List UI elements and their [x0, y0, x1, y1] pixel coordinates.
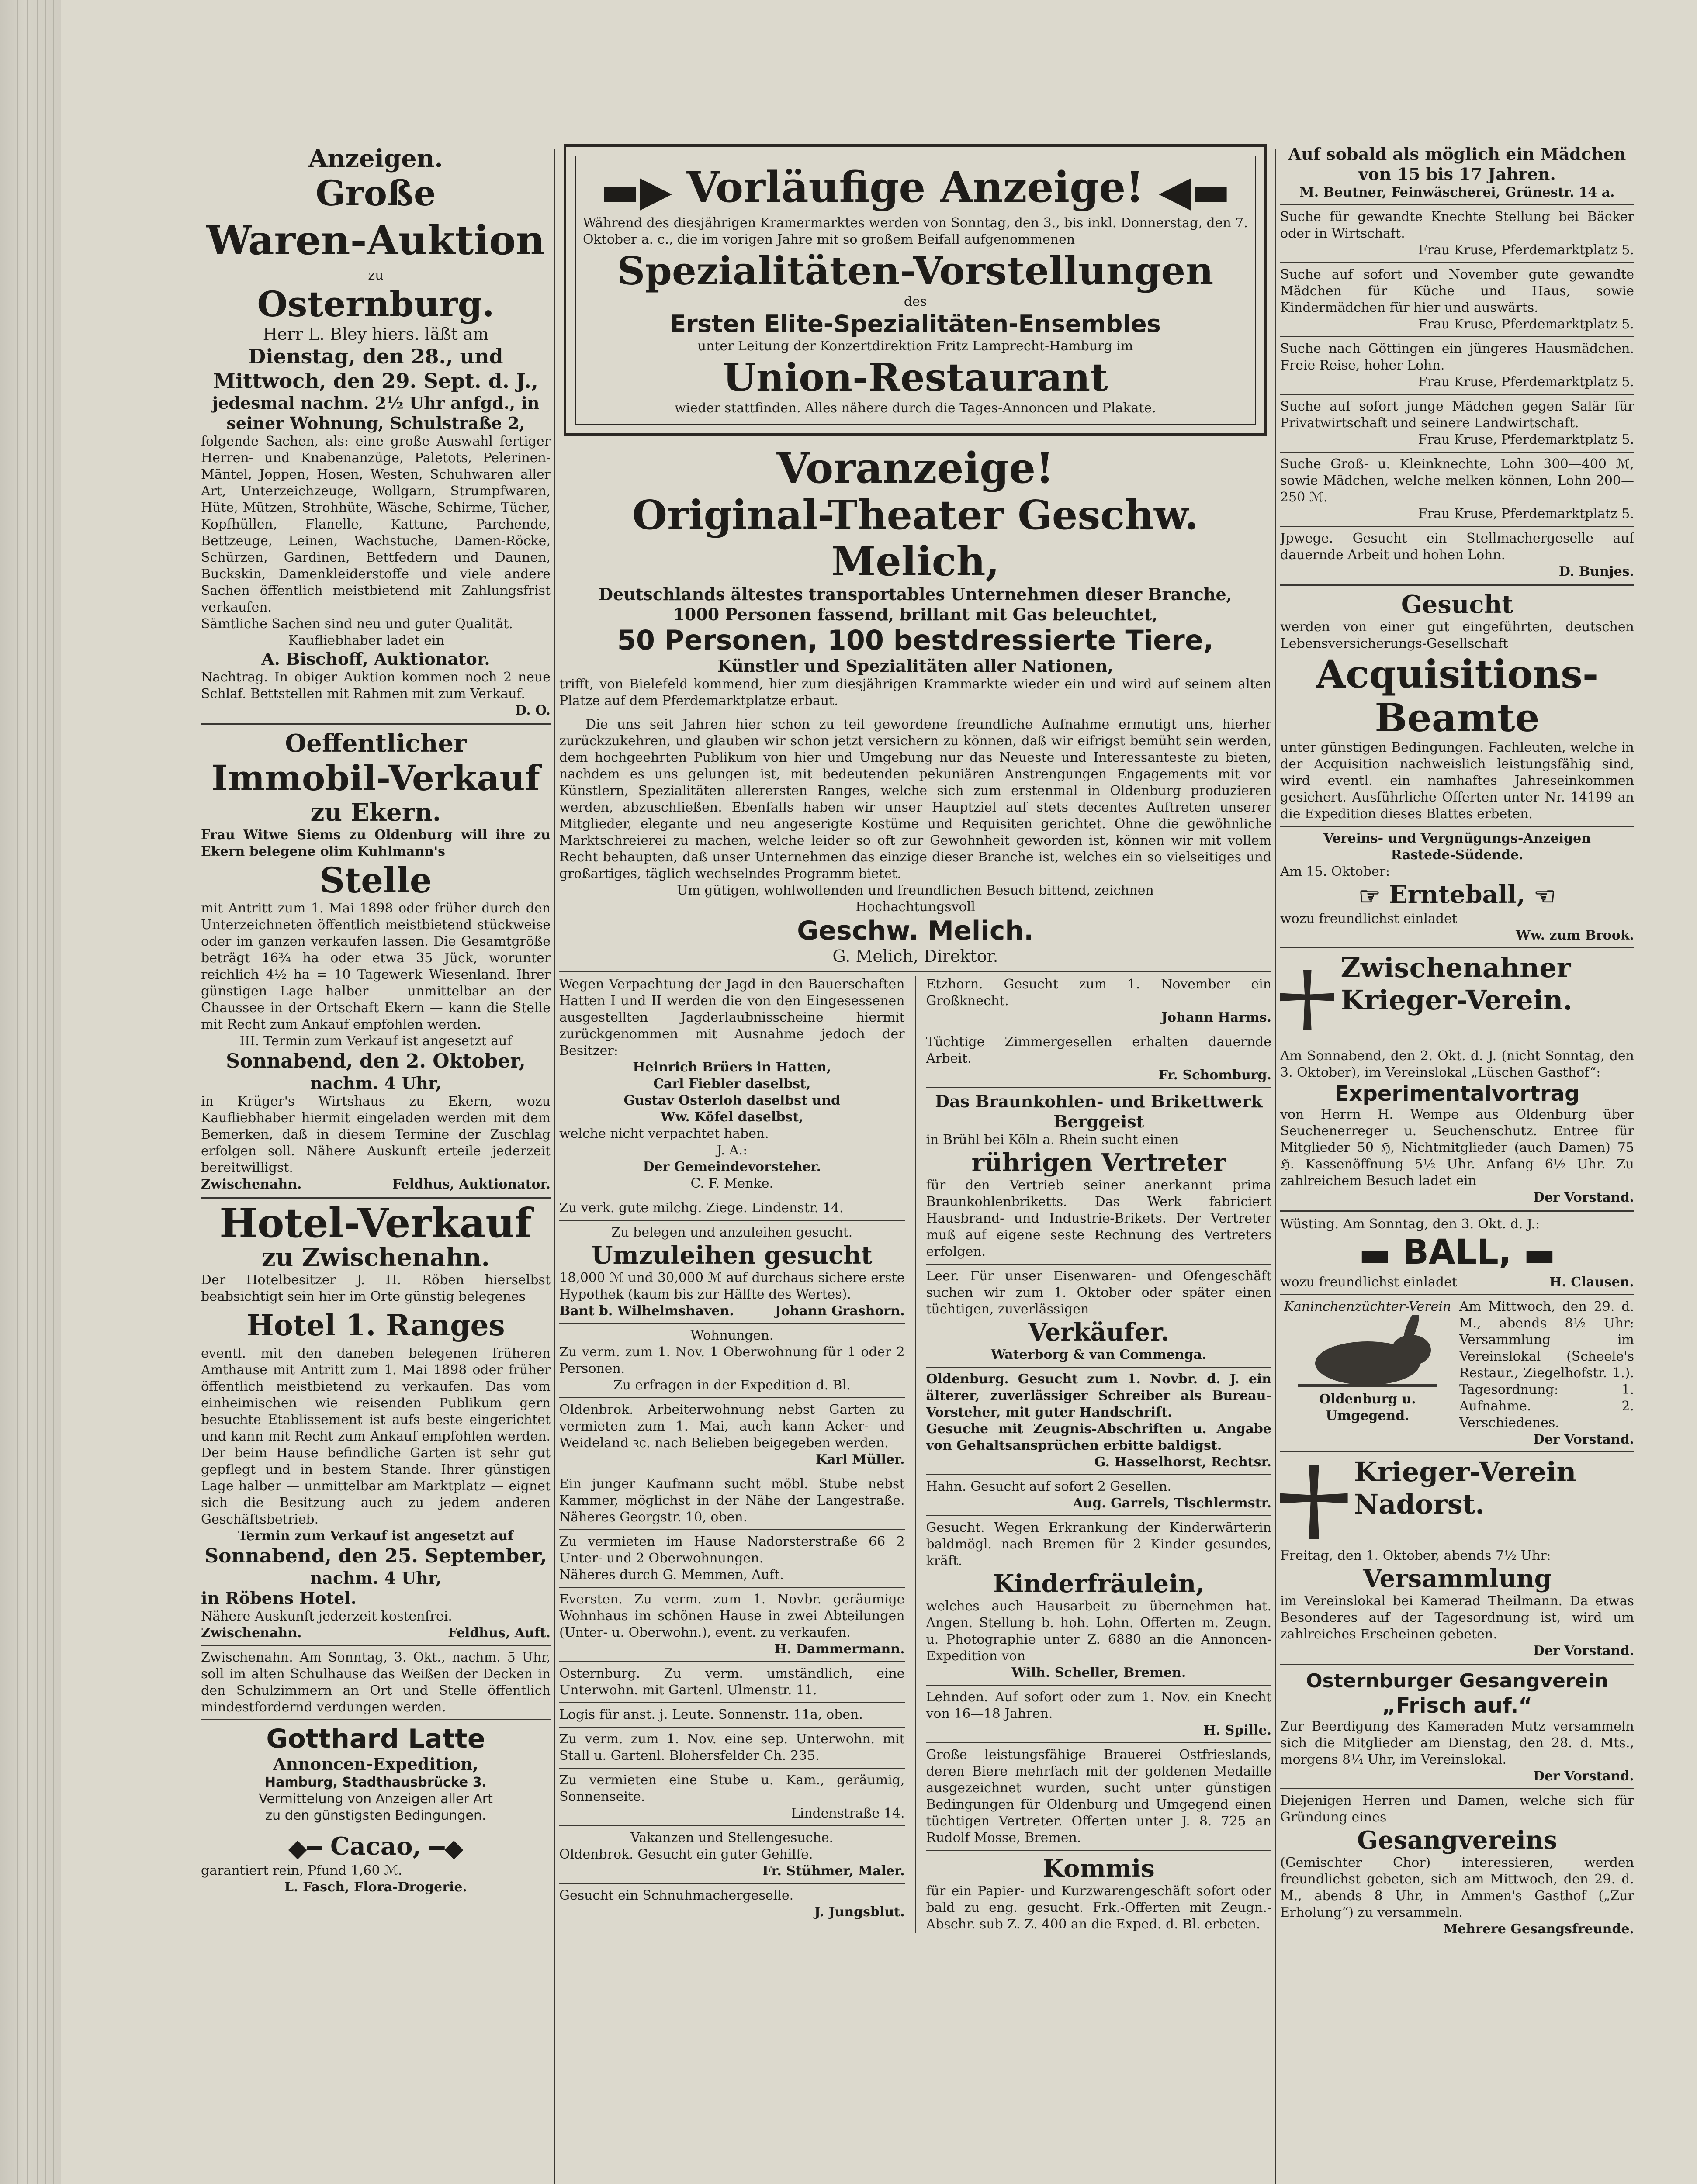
- text: Oldenbrok. Arbeiterwohnung nebst Garten zu vermieten zum 1. Mai, auch kann Acker- und Weideland ꝛc. nach Belieben beigegeben werden.: [559, 1402, 905, 1451]
- text: Eversten. Zu verm. zum 1. Novbr. geräumige Wohnhaus im schönen Hause in zwei Abteilungen (Unter- u. Oberwohn.), event. zu verkaufen.: [559, 1592, 905, 1641]
- divider: [201, 723, 551, 725]
- text: Sämtliche Sachen sind neu und guter Qualität.: [201, 616, 513, 632]
- divider: [559, 1220, 905, 1221]
- text: Zu verk. gute milchg. Ziege. Lindenstr. 14.: [559, 1200, 844, 1216]
- gesangverein-sub: „Frisch auf.“: [1382, 1693, 1532, 1718]
- text: Der Hotelbesitzer J. H. Röben hierselbst beabsichtigt sein hier im Orte günstig belegenes: [201, 1272, 551, 1304]
- signature: Feldhus, Auft.: [448, 1625, 551, 1641]
- divider: [559, 1587, 905, 1588]
- signature: Johann Grashorn.: [775, 1303, 905, 1319]
- text: Zu verm. zum 1. Nov. 1 Oberwohnung für 1 oder 2 Personen.: [559, 1344, 905, 1377]
- divider: [559, 1397, 905, 1398]
- immo-body: mit Antritt zum 1. Mai 1898 oder früher durch den Unterzeichneten öffentlich meistbietend stückweise oder im ganzen verkaufen lassen. Die Gesamtgröße beträgt 16¾ ha oder etwa 35 Jück, worunter reichlich 4½ ha = 10 Tagewerk Wiesenland. Ihrer günstigen Lage halber — unmittelbar an der Chaussee in der Ortschaft Ekern — kann die Stelle mit Recht zum Ankauf empfohlen werden.: [201, 901, 551, 1032]
- hotel-title: Hotel-Verkauf: [219, 1199, 532, 1247]
- text: Suche nach Göttingen ein jüngeres Hausmädchen. Freie Reise, hoher Lohn.: [1280, 341, 1634, 373]
- divider: [201, 1197, 551, 1199]
- text: Carl Fiebler daselbst,: [653, 1076, 811, 1092]
- signature: Feldhus, Auktionator.: [392, 1177, 551, 1192]
- immo-place: zu Ekern.: [310, 798, 441, 827]
- text: Zur Beerdigung des Kameraden Mutz versammeln sich die Mitglieder am Dienstag, den 28. d. Mts., morgens 8¼ Uhr, im Vereinslokal.: [1280, 1718, 1634, 1767]
- text: Künstler und Spezialitäten aller Nationen,: [717, 656, 1114, 676]
- signature: Frau Kruse, Pferdemarktplatz 5.: [1418, 374, 1634, 390]
- signature: Wilh. Scheller, Bremen.: [1011, 1665, 1186, 1681]
- text: Wüsting. Am Sonntag, den 3. Okt. d. J.:: [1280, 1216, 1540, 1232]
- book-gutter: [0, 0, 61, 2184]
- divider: [559, 1529, 905, 1530]
- signature: Der Vorstand.: [1533, 1643, 1634, 1659]
- box-title: [583, 163, 1248, 215]
- auction-title: Große: [315, 173, 436, 214]
- divider: [1280, 526, 1634, 527]
- text: wozu freundlichst einladet: [1280, 911, 1457, 927]
- text: Um gütigen, wohlwollenden und freundlichen Besuch bittend, zeichnen: [677, 883, 1154, 898]
- hotel-name: Hotel 1. Ranges: [246, 1308, 505, 1342]
- divider: [559, 1768, 905, 1769]
- right-subcolumn: [926, 976, 1271, 1933]
- text: Am Mittwoch, den 29. d. M., abends 8½ Uhr: Versammlung im Vereinslokal (Scheele's Restaur., Ziegelhofstr. 1.). Tagesordnung: 1. Aufnahme. 2. Verschiedenes.: [1459, 1299, 1634, 1431]
- signature: H. Spille.: [1203, 1723, 1271, 1738]
- nadorst-header: [1280, 1456, 1634, 1548]
- hotel-body: eventl. mit den daneben belegenen früheren Amthause mit Antritt zum 1. Mai 1898 oder früher öffentlich meistbietend zu verkaufen. Das vom einheimischen wie reisenden Publikum gern besuchte Etablissement ist aufs beste eingerichtet und kann mit Recht zum Ankauf empfohlen werden. Der beim Hause befindliche Garten ist sehr gut gepflegt und in bestem Stande. Ihrer günstigen Lage halber — unmittelbar am Marktplatz — eignet sich die Besitzung auch zu jedem anderen Geschäftsbetrieb.: [201, 1346, 551, 1527]
- immo-body: in Krüger's Wirtshaus zu Ekern, wozu Kaufliebhaber hiermit eingeladen werden mit dem Bemerken, daß in diesem Termine der Zuschlag erfolgen soll. Nähere Auskunft erteile jederzeit bereitwilligst.: [201, 1094, 551, 1175]
- divider: [559, 1883, 905, 1884]
- text: Zu vermieten im Hause Nadorsterstraße 66 2 Unter- und 2 Oberwohnungen.: [559, 1534, 905, 1566]
- column-rule: [1275, 149, 1276, 2184]
- text: 18,000 ℳ und 30,000 ℳ auf durchaus sichere erste Hypothek (kaum bis zur Hälfte des Wertes).: [559, 1270, 905, 1303]
- hotel-place: zu Zwischenahn.: [261, 1243, 490, 1272]
- divider: [1280, 1210, 1634, 1212]
- text: Suche für gewandte Knechte Stellung bei Bäcker oder in Wirtschaft.: [1280, 209, 1634, 241]
- text: im Vereinslokal bei Kamerad Theilmann. Da etwas Besonderes auf der Tagesordnung ist, wird um zahlreiches Erscheinen gebeten.: [1280, 1593, 1634, 1642]
- text: jedesmal nachm. 2½ Uhr anfgd., in seiner Wohnung, Schulstraße 2,: [212, 393, 540, 433]
- emblem-label: Kaninchenzüchter-Verein: [1284, 1299, 1451, 1314]
- text: nachm. 4 Uhr,: [310, 1073, 442, 1093]
- rabbit-icon: [1280, 1315, 1455, 1389]
- immo-title: Immobil-Verkauf: [211, 757, 540, 798]
- theater-body: Die uns seit Jahren hier schon zu teil gewordene freundliche Aufnahme ermutigt uns, hierher zurückzukehren, und glauben wir schon jetzt versichern zu können, daß wir eifrigst bemüht sein werden, dem hochgeehrten Publikum von hier und Umgebung nur das Neueste und Interessanteste zu bieten, nachdem es uns gelungen ist, mit bedeutenden pekuniären Anstrengungen Engagements mit vor Künstlern, Spezialitäten allerersten Ranges, welche sich zum erstenmal in Oldenburg produzieren werden, abzuschließen. Ebenfalls haben wir unser Hauptziel auf stets decentes Auftreten unserer Mitglieder, elegante und neu angeserigte Kostüme und Requisiten gerichtet. Ohne die gewöhnliche Marktschreierei zu machen, welche leider so oft zur Gewohnheit geworden ist, können wir mit vollem Recht behaupten, daß unser Unternehmen das einzige dieser Branche ist, welches ein so vielseitiges und großartiges, täglich wechselndes Programm bietet.: [559, 717, 1271, 882]
- immo-title: Oeffentlicher: [285, 729, 467, 758]
- krieger-header: [1280, 952, 1634, 1048]
- verkaeufer-title: Verkäufer.: [1028, 1318, 1170, 1347]
- text: Zu vermieten eine Stube u. Kam., geräumig, Sonnenseite.: [559, 1773, 905, 1805]
- signature: C. F. Menke.: [690, 1176, 773, 1192]
- text: Lindenstraße 14.: [791, 1806, 905, 1821]
- immo-stelle: Stelle: [319, 860, 432, 901]
- divider: [926, 1367, 1271, 1368]
- signature-row: [201, 1176, 551, 1193]
- signature: Waterborg & van Commenga.: [991, 1347, 1207, 1363]
- divider: [559, 1825, 905, 1826]
- versammlung-title: Versammlung: [1363, 1564, 1552, 1593]
- signature: Aug. Garrels, Tischlermstr.: [1073, 1496, 1271, 1511]
- left-subcolumn: [559, 976, 905, 1933]
- divider: [926, 1515, 1271, 1516]
- hand-pointer-icon: ☞: [1358, 882, 1381, 911]
- ball-text: BALL,: [1403, 1233, 1512, 1272]
- text: Große leistungsfähige Brauerei Ostfrieslands, deren Biere mehrfach mit der goldenen Medaille ausgezeichnet wurden, sucht unter günstigen Bedingungen für Oldenburg und Umgegend einen tüchtigen Vertreter. Offerten unter J. 8. 725 an Rudolf Mosse, Bremen.: [926, 1747, 1271, 1846]
- text: Gesuche mit Zeugnis-Abschriften u. Angabe von Gehaltsansprüchen erbitte baldigst.: [926, 1421, 1271, 1454]
- text: Oldenburg. Gesucht zum 1. Novbr. d. J. ein älterer, zuverlässiger Schreiber als Bureau-Vorsteher, mit guter Handschrift.: [926, 1372, 1271, 1420]
- divider: [1280, 1664, 1634, 1665]
- auction-items: folgende Sachen, als: eine große Auswahl fertiger Herren- und Knabenanzüge, Paletots, Pelerinen-Mäntel, Joppen, Hosen, Westen, Schuhwaren aller Art, Unterzeichzeuge, Wollgarn, Strumpfwaren, Hüte, Mützen, Strohhüte, Wäsche, Schirme, Tücher, Kopfhüllen, Flanelle, Kattune, Parchende, Bettzeuge, Leinen, Wachstuche, Damen-Röcke, Schürzen, Gardinen, Bettfedern und Daunen, Buckskin, Damenkleiderstoffe und viele andere Sachen öffentlich meistbietend mit Zahlungsfrist verkaufen.: [201, 434, 551, 615]
- text: Zu erfragen in der Expedition d. Bl.: [613, 1378, 851, 1393]
- section-header: Anzeigen.: [308, 144, 443, 173]
- divider: [1280, 1788, 1634, 1789]
- ornament-icon: ◀▬: [1158, 166, 1231, 216]
- signature: Geschw. Melich.: [797, 916, 1034, 947]
- text: Auf sobald als möglich ein Mädchen von 15 bis 17 Jahren.: [1288, 144, 1626, 184]
- signature: Mehrere Gesangsfreunde.: [1443, 1921, 1634, 1937]
- gesucht-title: Gesucht: [1401, 590, 1513, 619]
- column-left: [201, 144, 551, 2184]
- krieger-title: Zwischenahner Krieger-Verein.: [1340, 952, 1572, 1016]
- signature: Der Gemeindevorsteher.: [643, 1159, 821, 1175]
- divider: [1280, 394, 1634, 395]
- cacao-title-text: Cacao,: [330, 1832, 422, 1861]
- place: Zwischenahn.: [201, 1625, 302, 1641]
- cacao-title: [201, 1832, 551, 1863]
- signature-row: [201, 1625, 551, 1641]
- two-column-ads: [559, 976, 1271, 1933]
- text: Hochachtungsvoll: [855, 899, 975, 915]
- text: Freitag, den 1. Oktober, abends 7½ Uhr:: [1280, 1548, 1551, 1563]
- text: Tüchtige Zimmergesellen erhalten dauernde Arbeit.: [926, 1034, 1271, 1067]
- text: Frau Witwe Siems zu Oldenburg will ihre zu Ekern belegene olim Kuhlmann's: [201, 827, 551, 859]
- iron-cross-icon: [1280, 1456, 1348, 1548]
- signature: Johann Harms.: [1161, 1010, 1271, 1026]
- vertreter-title: rührigen Vertreter: [971, 1148, 1226, 1178]
- signature: D. Bunjes.: [1558, 564, 1634, 579]
- divider: [559, 1727, 905, 1728]
- box-title-text: Vorläufige Anzeige!: [686, 162, 1144, 212]
- text: wieder stattfinden. Alles nähere durch die Tages-Annoncen und Plakate.: [675, 401, 1156, 416]
- signature: A. Bischoff, Auktionator.: [261, 649, 490, 669]
- text: (Gemischter Chor) interessieren, werden freundlichst gebeten, sich am Mittwoch, den 29. d. M., abends 8 Uhr, in Ammen's Gasthof („Zur Erholung“) zu versammeln.: [1280, 1855, 1634, 1920]
- ornament-icon: ━◆: [429, 1834, 464, 1863]
- text: Lehnden. Auf sofort oder zum 1. Nov. ein Knecht von 16—18 Jahren.: [926, 1690, 1271, 1722]
- text: 1000 Personen fassend, brillant mit Gas beleuchtet,: [673, 605, 1158, 625]
- ernteball-title: [1280, 880, 1634, 911]
- text: Oldenburg u. Umgegend.: [1319, 1391, 1416, 1424]
- divider: [926, 1742, 1271, 1743]
- signature: Frau Kruse, Pferdemarktplatz 5.: [1418, 242, 1634, 258]
- ernteball-text: Ernteball,: [1389, 880, 1525, 909]
- signature: Frau Kruse, Pferdemarktplatz 5.: [1418, 317, 1634, 332]
- text: Am 15. Oktober:: [1280, 864, 1390, 879]
- ornament-icon: ▬▶: [600, 166, 672, 216]
- acquisitions-title: Acquisitions-: [1316, 651, 1599, 697]
- text: Zu belegen und anzuleihen gesucht.: [611, 1225, 853, 1241]
- text: des: [904, 294, 927, 310]
- notice-text: Zwischenahn. Am Sonntag, 3. Okt., nachm. 5 Uhr, soll im alten Schulhause das Weißen der Decken in den Schulzimmern an Ort und Stelle öffentlich mindestfordernd verdungen werden.: [201, 1650, 551, 1715]
- beamte-title: Beamte: [1375, 695, 1540, 740]
- text: trifft, von Bielefeld kommend, hier zum diesjährigen Krammarkte wieder ein und wird auf seinem alten Platze auf dem Pferdemarktplatze erbaut.: [559, 677, 1271, 709]
- signature: Frau Kruse, Pferdemarktplatz 5.: [1418, 432, 1634, 447]
- text: Zu verm. zum 1. Nov. eine sep. Unterwohn. mit Stall u. Gartenl. Blohersfelder Ch. 235.: [559, 1731, 905, 1764]
- kommis-title: Kommis: [1042, 1854, 1155, 1883]
- text: Während des diesjährigen Kramermarktes werden von Sonntag, den 3., bis inkl. Donnerstag, den 7. Oktober a. c., die im vorigen Jahre mit so großem Beifall aufgenommenen: [583, 215, 1248, 248]
- signature: Der Vorstand.: [1533, 1431, 1634, 1447]
- box-ensemble: Ersten Elite-Spezialitäten-Ensembles: [670, 310, 1161, 338]
- text: Ww. Köfel daselbst,: [660, 1109, 803, 1125]
- signature: Frau Kruse, Pferdemarktplatz 5.: [1418, 506, 1634, 522]
- ball-title: [1280, 1233, 1634, 1274]
- text: Deutschlands ältestes transportables Unternehmen dieser Branche,: [599, 584, 1232, 605]
- section-header: Wohnungen.: [690, 1328, 774, 1344]
- text: garantiert rein, Pfund 1,60 ℳ.: [201, 1863, 402, 1879]
- iron-cross-icon: [1280, 952, 1334, 1048]
- ornament-icon: ▬: [1523, 1234, 1556, 1274]
- auction-date: Mittwoch, den 29. Sept. d. J.,: [213, 369, 538, 393]
- divider: [926, 1474, 1271, 1475]
- signature: H. Clausen.: [1549, 1274, 1634, 1290]
- text: Termin zum Verkauf ist angesetzt auf: [238, 1528, 514, 1544]
- divider: [201, 1645, 551, 1646]
- text: zu den günstigsten Bedingungen.: [265, 1808, 486, 1823]
- divider: [1280, 584, 1634, 586]
- text: Hahn. Gesucht auf sofort 2 Gesellen.: [926, 1479, 1172, 1495]
- text: Diejenigen Herren und Damen, welche sich für Gründung eines: [1280, 1793, 1634, 1825]
- text: Osternburg. Zu verm. umständlich, eine Unterwohn. mit Gartenl. Ulmenstr. 11.: [559, 1666, 905, 1698]
- text: in Röbens Hotel.: [201, 1588, 357, 1608]
- auction-date: Dienstag, den 28., und: [248, 345, 503, 368]
- text: in Brühl bei Köln a. Rhein sucht einen: [926, 1132, 1179, 1148]
- text: Gesucht ein Schnuhmachergeselle.: [559, 1888, 794, 1904]
- text: für ein Papier- und Kurzwarengeschäft sofort oder bald zu eng. gesucht. Frk.-Offerten mit Zeugn.-Abschr. sub Z. Z. 400 an die Exped. d. Bl. erbeten.: [926, 1883, 1271, 1932]
- text: nachm. 4 Uhr,: [310, 1568, 442, 1588]
- divider: [559, 1323, 905, 1324]
- auction-place: Osternburg.: [257, 283, 495, 325]
- gesangverein-title: Osternburger Gesangverein: [1306, 1669, 1608, 1692]
- text: Herr L. Bley hiers. läßt am: [263, 325, 489, 344]
- divider: [926, 1264, 1271, 1265]
- text: Kaufliebhaber ladet ein: [288, 633, 444, 648]
- text: Näheres durch G. Memmen, Auft.: [559, 1567, 784, 1583]
- signature: M. Beutner, Feinwäscherei, Grünestr. 14 a.: [1299, 185, 1615, 200]
- box-inner: [575, 156, 1256, 425]
- text: wozu freundlichst einladet: [1280, 1274, 1457, 1290]
- text: Gustav Osterloh daselbst und: [623, 1093, 841, 1109]
- signature: Karl Müller.: [815, 1452, 905, 1468]
- text: J. A.:: [717, 1143, 748, 1158]
- text: G. Melich, Direktor.: [832, 947, 998, 966]
- signature-row: [1280, 1274, 1634, 1291]
- ornament-icon: ◆━: [288, 1834, 322, 1863]
- text: Rastede-Südende.: [1391, 847, 1524, 863]
- latte-title: Gotthard Latte: [266, 1724, 485, 1754]
- column-rule: [554, 149, 555, 2184]
- text: Suche auf sofort junge Mädchen gegen Salär für Privatwirtschaft und seinere Landwirtschaft.: [1280, 399, 1634, 431]
- text: Suche Groß- u. Kleinknechte, Lohn 300—400 ℳ, sowie Mädchen, welche melken können, Lohn 200—250 ℳ.: [1280, 456, 1634, 505]
- signature: Der Vorstand.: [1533, 1768, 1634, 1784]
- text: Logis für anst. j. Leute. Sonnenstr. 11a, oben.: [559, 1707, 863, 1723]
- text: Suche auf sofort und November gute gewandte Mädchen für Küche und Haus, sowie Kindermädchen für hier und auswärts.: [1280, 267, 1634, 315]
- text: Vermittelung von Anzeigen aller Art: [259, 1791, 493, 1807]
- jagd-notice: Wegen Verpachtung der Jagd in den Bauerschaften Hatten I und II werden die von den Eingesessenen ausgestellten Jagderlaubnisscheine hiermit zurückgenommen mit Ausnahme jedoch der Besitzer:: [559, 977, 905, 1059]
- divider: [1280, 262, 1634, 263]
- text: Leer. Für unser Eisenwaren- und Ofengeschäft suchen wir zum 1. Oktober oder später einen tüchtigen, zuverlässigen: [926, 1268, 1271, 1317]
- text: für den Vertrieb seiner anerkannt prima Braunkohlenbriketts. Das Werk fabriciert Hausbrand- und Industrie-Brikets. Der Vertreter muß auf eigene seste Rechnung des Vertreters erfolgen.: [926, 1178, 1271, 1260]
- text: Etzhorn. Gesucht zum 1. November ein Großknecht.: [926, 977, 1271, 1009]
- theater-title: Original-Theater Geschw. Melich,: [632, 491, 1199, 585]
- vorlaeufige-anzeige-box: [564, 144, 1267, 436]
- text: Nähere Auskunft jederzeit kostenfrei.: [201, 1609, 452, 1624]
- section-header: Vereins- und Vergnügungs-Anzeigen: [1323, 831, 1591, 846]
- divider: [559, 1702, 905, 1703]
- hand-pointer-icon: ☜: [1534, 882, 1556, 911]
- divider: [1280, 1451, 1634, 1452]
- text: Nachtrag. In obiger Auktion kommen noch 2 neue Schlaf. Bettstellen mit Rahmen mit zum Verkauf.: [201, 670, 551, 702]
- text: Jpwege. Gesucht ein Stellmachergeselle auf dauernde Arbeit und hohen Lohn.: [1280, 531, 1634, 563]
- theater-highlight: 50 Personen, 100 bestdressierte Tiere,: [617, 624, 1214, 657]
- signature: Ww. zum Brook.: [1516, 928, 1634, 943]
- text: Gesucht. Wegen Erkrankung der Kinderwärterin baldmögl. nach Bremen für 2 Kinder gesundes, kräft.: [926, 1520, 1271, 1569]
- divider: [926, 1087, 1271, 1088]
- signature: Der Vorstand.: [1533, 1190, 1634, 1206]
- column-right: [1280, 144, 1634, 2184]
- subcolumn-rule: [915, 976, 916, 1933]
- text: welche nicht verpachtet haben.: [559, 1126, 769, 1142]
- text: unter Leitung der Konzertdirektion Fritz Lamprecht-Hamburg im: [697, 339, 1133, 354]
- auction-title: Waren-Auktion: [206, 217, 545, 264]
- signature: Fr. Stühmer, Maler.: [762, 1863, 905, 1879]
- nadorst-title: Krieger-Verein Nadorst.: [1354, 1455, 1576, 1520]
- divider: [1280, 826, 1634, 827]
- text: Ein junger Kaufmann sucht möbl. Stube nebst Kammer, möglichst in der Nähe der Langestraße. Näheres Georgstr. 10, oben.: [559, 1476, 905, 1525]
- box-headline: Spezialitäten-Vorstellungen: [617, 248, 1214, 294]
- signature: L. Fasch, Flora-Drogerie.: [284, 1880, 467, 1895]
- signature: G. Hasselhorst, Rechtsr.: [1094, 1455, 1271, 1470]
- voranzeige-title: Voranzeige!: [776, 443, 1054, 493]
- divider: [926, 1685, 1271, 1686]
- text: Das Braunkohlen- und Brikettwerk Berggeist: [935, 1092, 1263, 1132]
- kaninchen-block: [1280, 1299, 1634, 1431]
- signature: H. Dammermann.: [774, 1641, 905, 1657]
- signature: Fr. Schomburg.: [1158, 1068, 1271, 1083]
- text: von Herrn H. Wempe aus Oldenburg über Seuchenerreger u. Seuchenschutz. Entree für Mitglieder 50 ℌ, Nichtmitglieder (auch Damen) 75 ℌ. Kassenöffnung 5½ Uhr. Anfang 6½ Uhr. Zu zahlreichem Besuch ladet ein: [1280, 1107, 1634, 1189]
- divider: [559, 971, 1271, 972]
- divider: [926, 1850, 1271, 1851]
- immo-date: Sonnabend, den 2. Oktober,: [226, 1050, 526, 1072]
- divider: [1280, 452, 1634, 453]
- place: Zwischenahn.: [201, 1177, 302, 1192]
- column-middle: [559, 144, 1271, 2184]
- gesangvereins-title: Gesangvereins: [1357, 1825, 1557, 1855]
- umz-title: Umzuleihen gesucht: [591, 1241, 873, 1270]
- section-header: Vakanzen und Stellengesuche.: [630, 1830, 834, 1846]
- divider: [201, 1719, 551, 1720]
- divider: [1280, 1294, 1634, 1295]
- signature: D. O.: [515, 703, 551, 718]
- hotel-date: Sonnabend, den 25. September,: [204, 1545, 547, 1567]
- divider: [1280, 947, 1634, 948]
- text: Hamburg, Stadthausbrücke 3.: [265, 1775, 487, 1790]
- text: unter günstigen Bedingungen. Fachleuten, welche in der Acquisition nachweislich leistungsfähig sind, wird eventl. ein namhaftes Jahreseinkommen gesichert. Ausführliche Offerten unter Nr. 14199 an die Expedition dieses Blattes erbeten.: [1280, 740, 1634, 822]
- divider: [1280, 336, 1634, 337]
- text: welches auch Hausarbeit zu übernehmen hat. Angen. Stellung b. hoh. Lohn. Offerten m. Zeugn. u. Photographie unter Z. 6880 an die Annoncen-Expedition von: [926, 1599, 1271, 1664]
- place: Bant b. Wilhelmshaven.: [559, 1303, 734, 1319]
- kinderfraeulein-title: Kinderfräulein,: [993, 1569, 1205, 1599]
- text: Oldenbrok. Gesucht ein guter Gehilfe.: [559, 1847, 813, 1863]
- signature: J. Jungsblut.: [814, 1904, 905, 1920]
- divider: [559, 1661, 905, 1662]
- text: Heinrich Brüers in Hatten,: [633, 1060, 831, 1075]
- vortrag-title: Experimentalvortrag: [1334, 1082, 1580, 1106]
- ornament-icon: ▬: [1358, 1234, 1391, 1274]
- text: III. Termin zum Verkauf ist angesetzt auf: [239, 1033, 512, 1049]
- signature-row: [559, 1303, 905, 1320]
- text: werden von einer gut eingeführten, deutschen Lebensversicherungs-Gesellschaft: [1280, 619, 1634, 651]
- kaninchen-emblem: [1280, 1299, 1455, 1431]
- box-venue: Union-Restaurant: [723, 355, 1108, 401]
- text: Annoncen-Expedition,: [273, 1754, 478, 1774]
- divider: [1280, 204, 1634, 205]
- text: zu: [368, 268, 384, 283]
- text: Am Sonnabend, den 2. Okt. d. J. (nicht Sonntag, den 3. Oktober), im Vereinslokal „Lüschen Gasthof“:: [1280, 1048, 1634, 1081]
